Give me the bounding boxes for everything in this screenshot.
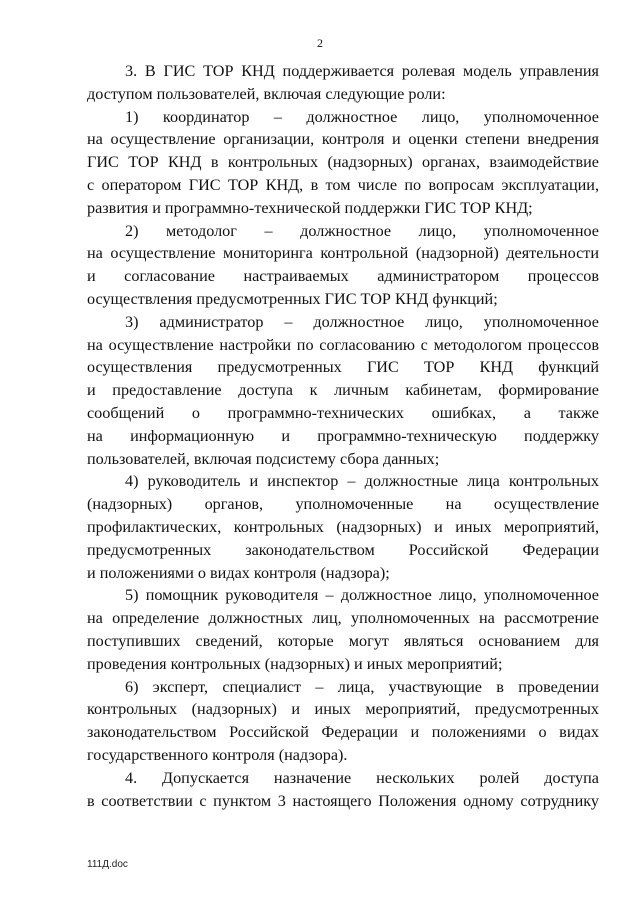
paragraph	[87, 220, 599, 311]
paragraph	[87, 767, 599, 813]
page-number: 2	[317, 36, 323, 50]
text-line: 4. Допускается назначение нескольких ролей доступа	[125, 768, 599, 787]
text-line: контрольных (надзорных) и иных мероприятий, предусмотренных	[87, 700, 599, 719]
text-line: в соответствии с пунктом 3 настоящего Положения одному сотруднику	[87, 791, 599, 810]
text-line: 2) методолог – должностное лицо, уполномоченное	[125, 221, 599, 240]
text-line: на осуществление организации, контроля и оценки степени внедрения	[87, 130, 599, 149]
text-line: на осуществление настройки по согласованию с методологом процессов	[87, 335, 599, 354]
text-line: 3. В ГИС ТОР КНД поддерживается ролевая модель управления	[125, 62, 599, 80]
paragraph	[87, 106, 599, 220]
text-line: (надзорных) органов, уполномоченные на осуществление	[87, 495, 599, 514]
paragraph	[87, 584, 599, 675]
text-line: на информационную и программно-техническую поддержку	[87, 426, 599, 445]
paragraph	[87, 470, 599, 584]
text-line: государственного контроля (надзора).	[87, 745, 348, 764]
text-line: профилактических, контрольных (надзорных) и иных мероприятий,	[87, 517, 599, 536]
document-body	[87, 60, 599, 812]
text-line: и предоставление доступа к личным кабинетам, формирование	[87, 381, 599, 400]
text-line: 5) помощник руководителя – должностное лицо, уполномоченное	[125, 586, 599, 605]
text-line: и согласование настраиваемых администратором процессов	[87, 267, 599, 286]
text-line: 1) координатор – должностное лицо, уполномоченное	[125, 107, 599, 126]
text-line: проведения контрольных (надзорных) и иных мероприятий;	[87, 654, 503, 673]
text-line: осуществления предусмотренных ГИС ТОР КНД функций;	[87, 289, 498, 308]
text-line: на осуществление мониторинга контрольной (надзорной) деятельности	[87, 244, 599, 263]
text-line: осуществления предусмотренных ГИС ТОР КНД функций	[87, 358, 599, 377]
text-line: 4) руководитель и инспектор – должностные лица контрольных	[125, 472, 599, 491]
text-line: на определение должностных лиц, уполномоченных на рассмотрение	[87, 609, 599, 628]
text-line: 3) администратор – должностное лицо, уполномоченное	[125, 312, 599, 331]
text-line: с оператором ГИС ТОР КНД, в том числе по вопросам эксплуатации,	[87, 175, 599, 194]
paragraph	[87, 60, 599, 106]
text-line: поступивших сведений, которые могут являться основанием для	[87, 631, 599, 650]
footer-filename: 111Д.doc	[87, 859, 128, 870]
text-line: развития и программно-технической поддержки ГИС ТОР КНД;	[87, 198, 533, 217]
text-line: 6) эксперт, специалист – лица, участвующие в проведении	[125, 677, 599, 696]
paragraph	[87, 311, 599, 471]
text-line: предусмотренных законодательством Российской Федерации	[87, 540, 599, 559]
text-line: доступом пользователей, включая следующие роли:	[87, 84, 446, 103]
text-line: сообщений о программно-технических ошибках, а также	[87, 403, 599, 422]
text-line: и положениями о видах контроля (надзора);	[87, 563, 390, 582]
text-line: ГИС ТОР КНД в контрольных (надзорных) органах, взаимодействие	[87, 153, 599, 172]
text-line: законодательством Российской Федерации и положениями о видах	[87, 723, 599, 742]
text-line: пользователей, включая подсистему сбора данных;	[87, 449, 440, 468]
paragraph	[87, 676, 599, 767]
